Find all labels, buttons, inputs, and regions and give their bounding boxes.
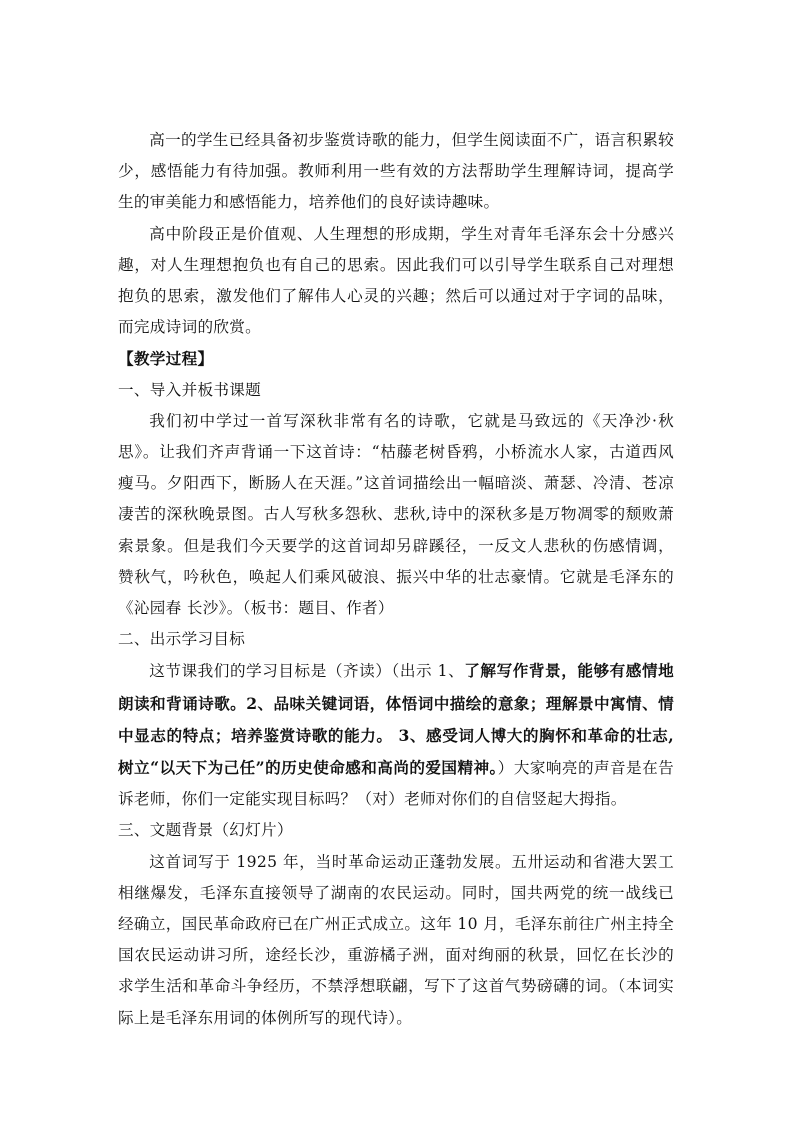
section-2-tail: ）大家响亮的声音是在告诉老师，你们一定能实现目标吗？（对）老师对你们的自信竖起大拇指。: [118, 759, 675, 809]
section-2-title: 二、出示学习目标: [118, 630, 246, 649]
learning-goals: 了解写作背景，能够有感情地朗读和背诵诗歌。2、品味关键词语，体悟词中描绘的意象；理解景中寓情、情中显志的特点；培养鉴赏诗歌的能力。 3、感受词人博大的胸怀和革命的壮志,树立“以天下为己任”的历史使命感和高尚的爱国精神。: [118, 661, 674, 778]
section-1-paragraph: 我们初中学过一首写深秋非常有名的诗歌，它就是马致远的《天净沙·秋思》。让我们齐声背诵一下这首诗：“枯藤老树昏鸦，小桥流水人家，古道西风瘦马。夕阳西下，断肠人在天涯。”这首词描绘出一幅暗淡、萧瑟、冷清、苍凉凄苦的深秋晚景图。古人写秋多怨秋、悲秋,诗中的深秋多是万物凋零的颓败萧索景象。但是我们今天要学的这首词却另辟蹊径，一反文人悲秋的伤感情调，赞秋气，吟秋色，唤起人们乘风破浪、振兴中华的壮志豪情。它就是毛泽东的《沁园春 长沙》。（板书：题目、作者）: [118, 411, 674, 618]
teaching-process-heading: 【教学过程】: [118, 349, 214, 369]
document-body: [118, 125, 674, 1034]
section-2-paragraph: [118, 655, 674, 815]
intro-paragraph-1: 高一的学生已经具备初步鉴赏诗歌的能力，但学生阅读面不广，语言积累较少，感悟能力有待加强。教师利用一些有效的方法帮助学生理解诗词，提高学生的审美能力和感悟能力，培养他们的良好读诗趣味。: [118, 131, 674, 212]
section-2-lead: 这节课我们的学习目标是（齐读）（出示 1、: [149, 662, 465, 681]
section-3-paragraph: 这首词写于 1925 年，当时革命运动正蓬勃发展。五卅运动和省港大罢工相继爆发，毛泽东直接领导了湖南的农民运动。同时，国共两党的统一战线已经确立，国民革命政府已在广州正式成立。这年 10 月，毛泽东前往广州主持全国农民运动讲习所，途经长沙，重游橘子洲，面对绚丽的秋景，回忆在长沙的求学生活和革命斗争经历，不禁浮想联翩，写下了这首气势磅礴的词。（本词实际上是毛泽东用词的体例所写的现代诗）。: [118, 852, 674, 1027]
section-1-title: 一、导入并板书课题: [118, 380, 262, 399]
intro-paragraph-2: 高中阶段正是价值观、人生理想的形成期，学生对青年毛泽东会十分感兴趣，对人生理想抱负也有自己的思索。因此我们可以引导学生联系自己对理想抱负的思索，激发他们了解伟人心灵的兴趣；然后可以通过对于字词的品味，而完成诗词的欣赏。: [118, 224, 674, 337]
section-3-title: 三、文题背景（幻灯片）: [118, 821, 293, 840]
